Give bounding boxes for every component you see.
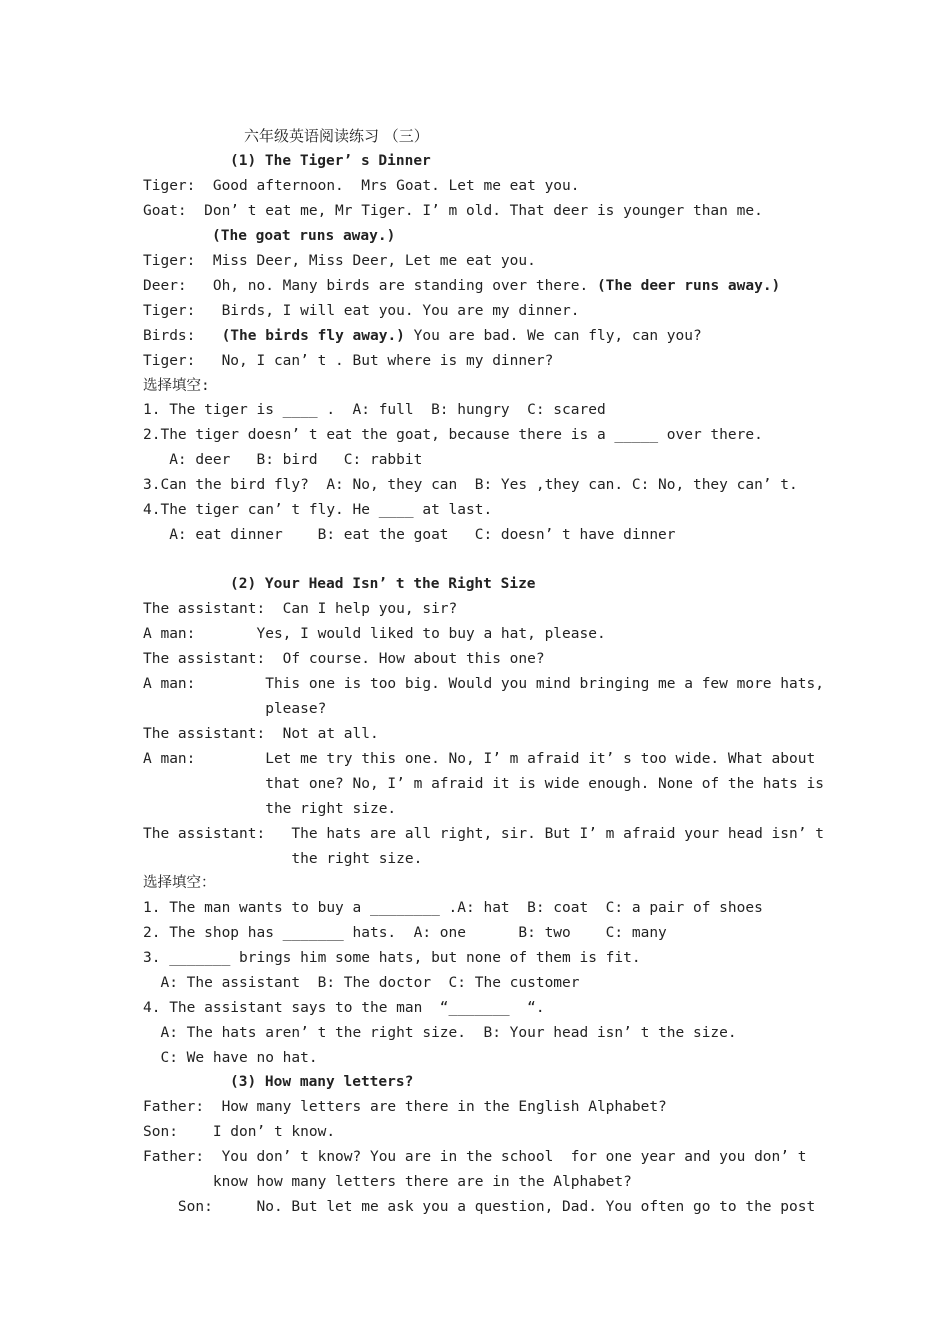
dialogue-line: Father: You don’ t know? You are in the school for one year and you don’ t	[143, 1149, 807, 1165]
dialogue-line: the right size.	[143, 801, 397, 817]
dialogue-line: The assistant: Of course. How about this one?	[143, 651, 545, 667]
stage-direction: (The birds fly away.)	[221, 328, 405, 344]
section-3-heading: (3) How many letters?	[230, 1074, 414, 1090]
dialogue-line	[143, 274, 780, 299]
dialogue-line: that one? No, I’ m afraid it is wide enough. None of the hats is	[143, 776, 824, 792]
quiz-label: 选择填空：	[143, 875, 216, 891]
quiz-options: A: The assistant B: The doctor C: The customer	[143, 975, 580, 991]
dialogue-line: Tiger: Birds, I will eat you. You are my dinner.	[143, 303, 580, 319]
dialogue-line: Son: No. But let me ask you a question, Dad. You often go to the post	[143, 1199, 816, 1215]
speaker: Birds:	[143, 328, 222, 344]
dialogue-line: Tiger: Miss Deer, Miss Deer, Let me eat you.	[143, 253, 536, 269]
quiz-question: 2. The shop has _______ hats. A: one B: two C: many	[143, 925, 667, 941]
quiz-question: 1. The tiger is ____ . A: full B: hungry C: scared	[143, 402, 606, 418]
dialogue-line: The assistant: Can I help you, sir?	[143, 601, 458, 617]
dialogue-text: Deer: Oh, no. Many birds are standing over there.	[143, 278, 597, 294]
dialogue-text: You are bad. We can fly, can you?	[404, 328, 702, 344]
document-title: 六年级英语阅读练习 （三）	[244, 127, 429, 145]
dialogue-line: The assistant: The hats are all right, sir. But I’ m afraid your head isn’ t	[143, 826, 824, 842]
dialogue-line: know how many letters there are in the Alphabet?	[143, 1174, 632, 1190]
quiz-options: C: We have no hat.	[143, 1050, 318, 1066]
quiz-question: 4. The assistant says to the man “_______ “.	[143, 1000, 545, 1016]
dialogue-line: A man: Let me try this one. No, I’ m afraid it’ s too wide. What about	[143, 751, 816, 767]
quiz-options: A: deer B: bird C: rabbit	[143, 452, 423, 468]
quiz-options: A: eat dinner B: eat the goat C: doesn’ t have dinner	[143, 527, 676, 543]
dialogue-line: Tiger: Good afternoon. Mrs Goat. Let me eat you.	[143, 178, 580, 194]
dialogue-line: Tiger: No, I can’ t . But where is my dinner?	[143, 353, 554, 369]
quiz-question: 3.Can the bird fly? A: No, they can B: Yes ,they can. C: No, they can’ t.	[143, 477, 798, 493]
dialogue-line: A man: Yes, I would liked to buy a hat, please.	[143, 626, 606, 642]
stage-direction: (The goat runs away.)	[212, 228, 396, 244]
quiz-question: 1. The man wants to buy a ________ .A: hat B: coat C: a pair of shoes	[143, 900, 763, 916]
dialogue-line: Father: How many letters are there in the English Alphabet?	[143, 1099, 667, 1115]
dialogue-line: the right size.	[143, 851, 423, 867]
dialogue-line: The assistant: Not at all.	[143, 726, 379, 742]
quiz-options: A: The hats aren’ t the right size. B: Your head isn’ t the size.	[143, 1025, 737, 1041]
section-1-heading: (1) The Tiger’ s Dinner	[230, 153, 431, 169]
quiz-question: 4.The tiger can’ t fly. He ____ at last.	[143, 502, 493, 518]
dialogue-line: A man: This one is too big. Would you mind bringing me a few more hats,	[143, 676, 824, 692]
section-2-heading: (2) Your Head Isn’ t the Right Size	[230, 576, 536, 592]
dialogue-line: please?	[143, 701, 327, 717]
dialogue-line: Son: I don’ t know.	[143, 1124, 336, 1140]
quiz-question: 3. _______ brings him some hats, but none of them is fit.	[143, 950, 641, 966]
stage-direction: (The deer runs away.)	[596, 278, 781, 294]
quiz-question: 2.The tiger doesn’ t eat the goat, because there is a _____ over there.	[143, 427, 763, 443]
dialogue-line: Goat: Don’ t eat me, Mr Tiger. I’ m old. That deer is younger than me.	[143, 203, 763, 219]
quiz-label: 选择填空:	[143, 378, 210, 394]
dialogue-line	[143, 324, 702, 349]
